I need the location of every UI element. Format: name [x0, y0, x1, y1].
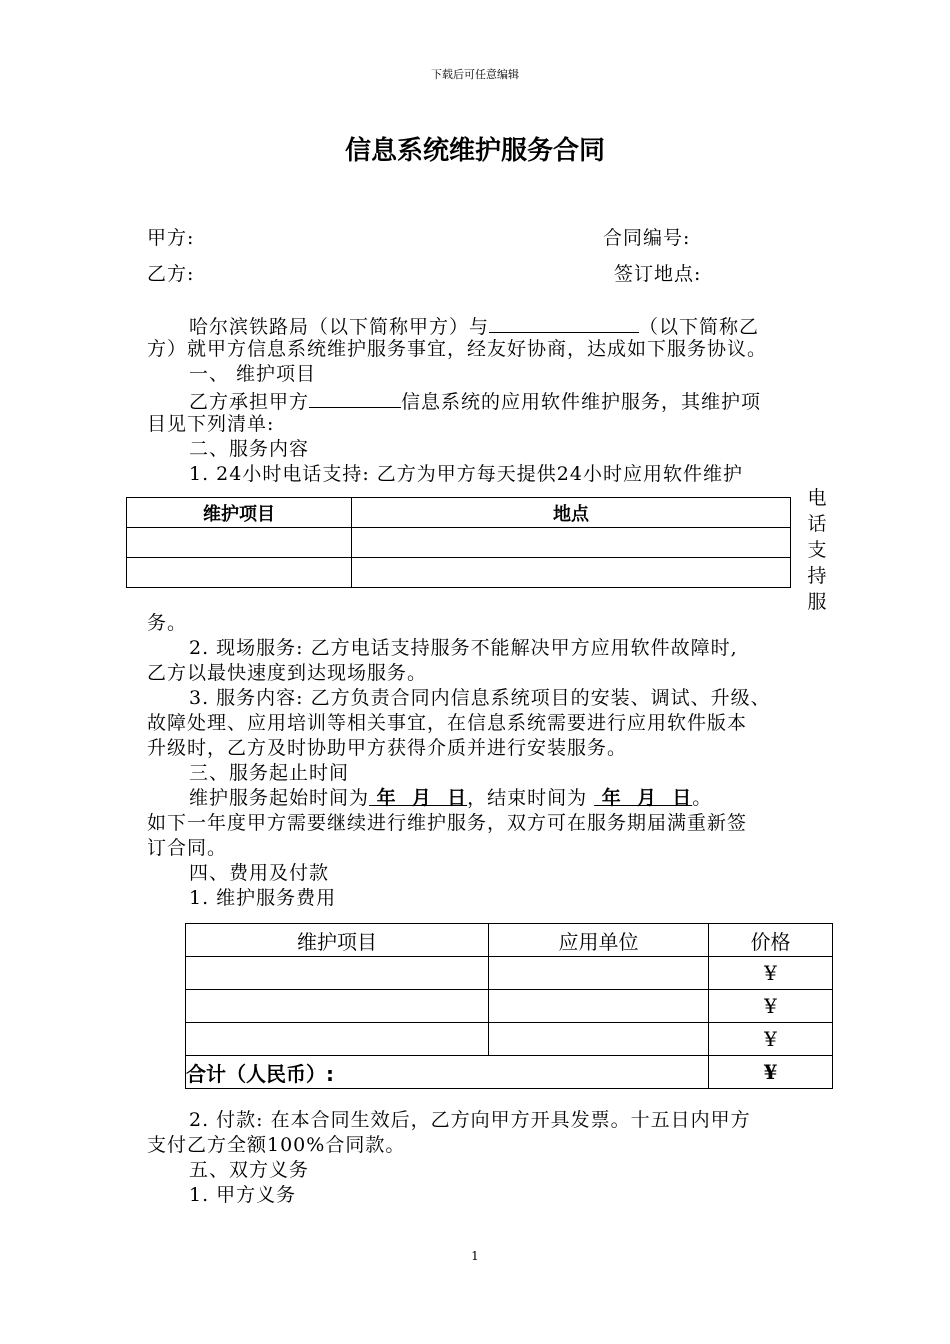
- section-3-line-2: 如下一年度甲方需要继续进行维护服务，双方可在服务期届满重新签: [147, 812, 748, 834]
- table-header-cell: 地点: [352, 498, 791, 528]
- section-2-item-2-line-1: 2. 现场服务: 乙方电话支持服务不能解决甲方应用软件故障时,: [189, 637, 738, 659]
- table-cell: [489, 990, 709, 1023]
- section-5-heading: 五、双方义务: [189, 1159, 310, 1181]
- table-total-row: [186, 1056, 833, 1089]
- start-time-label: 维护服务起始时间为: [189, 787, 370, 809]
- intro-text-b: （以下简称乙: [639, 316, 760, 338]
- table-cell: [186, 1023, 489, 1056]
- table-header-row: [127, 498, 791, 528]
- section-1-text-a: 乙方承担甲方: [189, 391, 310, 413]
- section-1-line-1: [189, 387, 761, 415]
- table-cell: [127, 558, 352, 588]
- page-number: 1: [471, 1249, 479, 1263]
- party-a-label: 甲方:: [147, 227, 195, 249]
- section-3-heading: 三、服务起止时间: [189, 762, 350, 784]
- party-b-label: 乙方:: [147, 263, 195, 285]
- intro-line-1: [189, 312, 759, 340]
- table-row: [186, 1023, 833, 1056]
- section-1-text-b: 信息系统的应用软件维护服务，其维护项: [401, 391, 762, 413]
- section-2-item-3-line-1: 3. 服务内容: 乙方负责合同内信息系统项目的安装、调试、升级、: [189, 687, 771, 709]
- start-date-blank: 年 月 日: [369, 787, 468, 809]
- table-row: [127, 558, 791, 588]
- party-b-name-blank: [489, 312, 639, 333]
- vertical-text: 电话支持服: [807, 487, 827, 613]
- table-header-cell: 价格: [709, 924, 833, 957]
- table-header-cell: 维护项目: [127, 498, 352, 528]
- section-4-heading: 四、费用及付款: [189, 862, 330, 884]
- section-2-item-1-tail: 务。: [147, 612, 188, 634]
- fee-table: [185, 923, 833, 1089]
- price-cell: ¥: [709, 957, 833, 990]
- section-4-item-2-line-1: 2. 付款: 在本合同生效后，乙方向甲方开具发票。十五日内甲方: [189, 1109, 751, 1131]
- table-row: [127, 528, 791, 558]
- table-row: [186, 957, 833, 990]
- document-title: 信息系统维护服务合同: [344, 136, 605, 166]
- price-cell: ¥: [709, 1023, 833, 1056]
- section-2-heading: 二、服务内容: [189, 438, 310, 460]
- section-2-item-2-line-2: 乙方以最快速度到达现场服务。: [147, 662, 428, 684]
- table-cell: [489, 1023, 709, 1056]
- table-header-row: [186, 924, 833, 957]
- table-header-cell: 维护项目: [186, 924, 489, 957]
- table-cell: [127, 528, 352, 558]
- header-note: 下载后可任意编辑: [431, 68, 519, 81]
- total-label-cell: 合计（人民币）:: [186, 1056, 709, 1089]
- period-mark: 。: [692, 787, 713, 809]
- section-3-line-1: [189, 786, 712, 811]
- section-1-heading: 一、 维护项目: [189, 363, 317, 385]
- section-3-line-3: 订合同。: [147, 837, 228, 859]
- sign-place-label: 签订地点:: [614, 263, 702, 285]
- table-cell: [352, 528, 791, 558]
- intro-text-a: 哈尔滨铁路局（以下简称甲方）与: [189, 316, 490, 338]
- total-value-cell: ¥: [709, 1056, 833, 1089]
- section-2-item-3-line-2: 故障处理、应用培训等相关事宜，在信息系统需要进行应用软件版本: [147, 712, 748, 734]
- maintenance-items-table: [126, 497, 791, 588]
- system-name-blank: [309, 387, 401, 408]
- price-cell: ¥: [709, 990, 833, 1023]
- section-4-item-1: 1. 维护服务费用: [189, 887, 337, 909]
- table-cell: [186, 957, 489, 990]
- end-date-blank: 年 月 日: [594, 787, 693, 809]
- table-cell: [352, 558, 791, 588]
- section-5-item-1: 1. 甲方义务: [189, 1184, 297, 1206]
- end-time-label: ，结束时间为: [467, 787, 595, 809]
- contract-no-label: 合同编号:: [603, 227, 691, 249]
- table-row: [186, 990, 833, 1023]
- table-cell: [186, 990, 489, 1023]
- section-4-item-2-line-2: 支付乙方全额100%合同款。: [147, 1134, 406, 1156]
- table-header-cell: 应用单位: [489, 924, 709, 957]
- table-cell: [489, 957, 709, 990]
- section-1-line-2: 目见下列清单:: [147, 413, 275, 435]
- section-2-item-3-line-3: 升级时，乙方及时协助甲方获得介质并进行安装服务。: [147, 737, 628, 759]
- intro-line-2: 方）就甲方信息系统维护服务事宜，经友好协商，达成如下服务协议。: [147, 338, 768, 360]
- section-2-item-1: 1. 24小时电话支持: 乙方为甲方每天提供24小时应用软件维护: [189, 463, 743, 485]
